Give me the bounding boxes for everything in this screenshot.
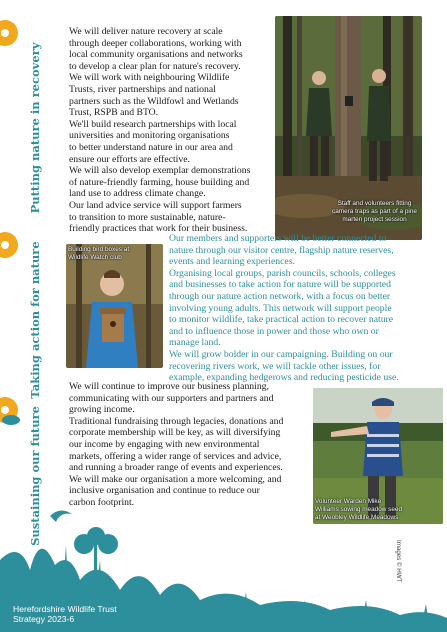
organisation-name: Herefordshire Wildlife Trust	[13, 604, 117, 614]
section-heading-sustaining: Sustaining our future	[28, 406, 42, 546]
text-line: and businesses to take action for nature will be supported	[169, 279, 391, 291]
text-line: carbon footprint.	[69, 496, 135, 508]
text-line: Our members and supporters will be better connected to	[169, 233, 387, 244]
text-line: our income by engaging with new environmental	[69, 438, 260, 450]
text-line: to monitor wildlife, take practical action to recover nature	[169, 314, 394, 326]
text-line: markets, offering a wider range of services and advice,	[69, 450, 282, 462]
text-line: We will also develop exemplar demonstrations	[69, 165, 251, 177]
text-line: through deeper collaborations, working with	[69, 37, 242, 49]
section-text-nature-recovery	[69, 26, 269, 235]
text-line: to better understand nature in our area and	[69, 141, 233, 153]
text-line: involving young adults. This network will support people	[169, 302, 392, 314]
forest-camera-trap-photo	[275, 16, 422, 240]
text-line: We will grow bolder in our campaigning. Building on our	[169, 348, 393, 360]
caption-line: Building bird boxes at	[68, 246, 130, 253]
text-line: to develop a clear plan for nature's recovery.	[69, 60, 241, 72]
text-line: Organising local groups, parish councils, schools, colleges	[169, 267, 396, 279]
text-line: of nature-friendly farming, house building and	[69, 176, 250, 188]
text-line: corporate membership will be key, as will diversifying	[69, 427, 281, 439]
text-line: Our land advice service will support farmers	[69, 199, 242, 211]
section-heading-nature-recovery: Putting nature in recovery	[28, 42, 42, 214]
text-line: to transition to more sustainable, nature-	[69, 211, 226, 223]
text-line: communicating with our supporters and partners and	[69, 392, 274, 404]
text-line: nature through our visitor centre, flagship nature reserves,	[169, 244, 394, 256]
text-line: We will work with neighbouring Wildlife	[69, 72, 230, 84]
text-line: inclusive organisation and continue to reduce our	[69, 485, 260, 497]
caption-line: at Weobley Wildlife Meadows	[315, 513, 399, 521]
section-text-sustaining	[69, 381, 309, 509]
text-line: Traditional fundraising through legacies, donations and	[69, 415, 284, 427]
photo-caption	[68, 246, 163, 262]
text-line: We will continue to improve our business planning,	[69, 381, 269, 392]
text-line: through our nature action network, with a focus on better	[169, 290, 391, 302]
sun-icon	[0, 232, 18, 258]
sun-icon	[0, 20, 18, 46]
text-line: and running a broader range of events and experiences.	[69, 462, 283, 474]
caption-line: Staff and volunteers fitting	[337, 200, 412, 207]
caption-line: Williams sowing meadow seed	[315, 505, 403, 513]
photo-caption	[327, 200, 422, 223]
text-line: land use to address climate change.	[69, 188, 206, 200]
text-line: local community organisations and networks	[69, 49, 243, 61]
text-line: Trust, RSPB and BTO.	[69, 107, 159, 119]
text-line: manage land.	[169, 337, 221, 349]
caption-line: marten project session	[342, 215, 407, 223]
bird-box-photo	[66, 244, 163, 368]
section-heading-taking-action: Taking action for nature	[28, 241, 42, 399]
caption-line: camera traps as part of a pine	[332, 207, 417, 215]
text-line: We will make our organisation a more welcoming, and	[69, 473, 282, 485]
text-line: We'll build research partnerships with local	[69, 118, 237, 130]
footer-organisation	[13, 604, 117, 625]
text-line: and to influence those in power and those who own or	[169, 325, 379, 337]
text-line: growing income.	[69, 404, 135, 416]
caption-line: Volunteer Warden Mike	[315, 498, 382, 505]
caption-line: Wildlife Watch club	[68, 253, 122, 261]
text-line: partners such as the Wildfowl and Wetlands	[69, 95, 239, 107]
image-credit: Images © HWT	[394, 540, 402, 583]
text-line: recovering rivers work, we will tackle other issues, for	[169, 360, 381, 372]
text-line: universities and monitoring organisations	[69, 130, 230, 142]
text-line: events and learning experiences.	[169, 256, 295, 268]
section-text-taking-action	[169, 233, 439, 384]
text-line: example, expanding hedgerows and reducing pesticide use.	[169, 372, 399, 384]
sun-icon	[0, 397, 18, 423]
text-line: friendly practices that work for their business.	[69, 223, 248, 235]
text-line: ensure our efforts are effective.	[69, 153, 190, 165]
text-line: Trusts, river partnerships and national	[69, 83, 216, 95]
text-line: We will deliver nature recovery at scale	[69, 26, 223, 37]
strategy-label: Strategy 2023-6	[13, 614, 75, 625]
